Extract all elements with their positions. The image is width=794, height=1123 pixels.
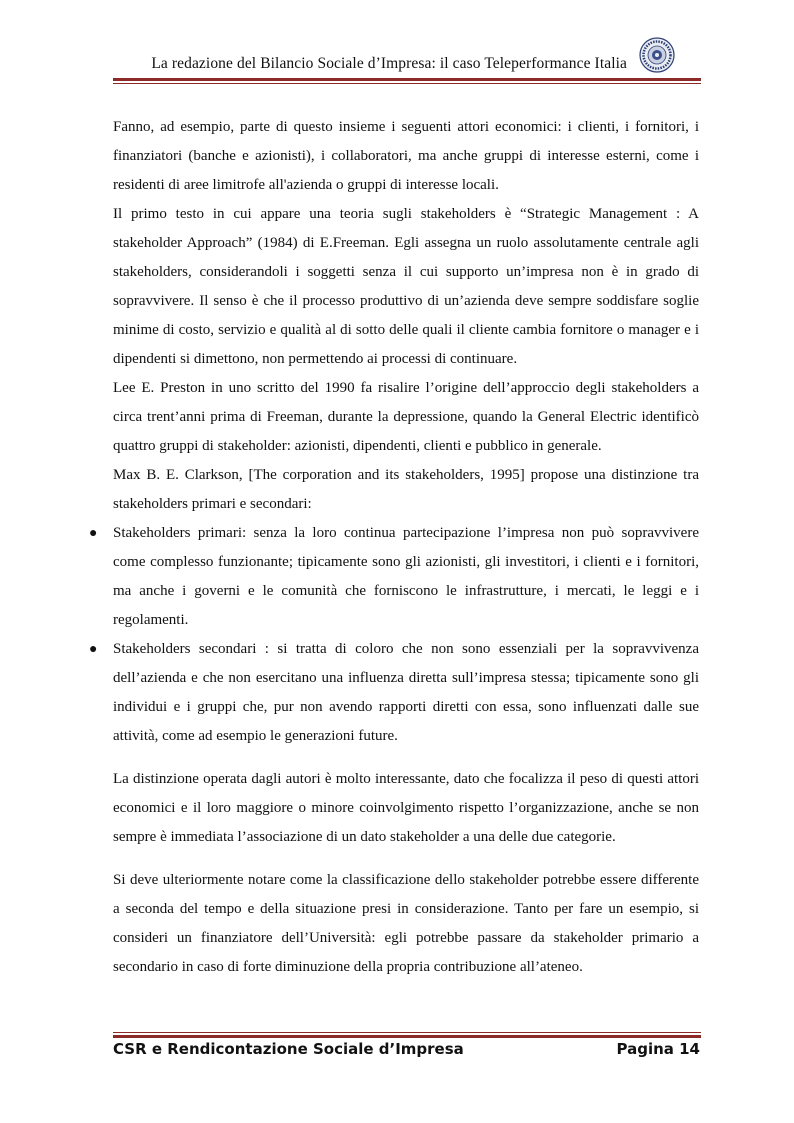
bullet-icon: ● [89, 642, 98, 657]
list-item-text: Stakeholders primari: senza la loro continua partecipazione l’impresa non può sopravvivere come complesso funzionante; tipicamente sono gli azionisti, gli investitori, i clienti e i fornitori, ma anche i governi e le comunità che forniscono le infrastrutture, i mercati, le leggi e i regolamenti. [113, 525, 699, 628]
list-item-primary [89, 519, 699, 635]
footer-rule-thick [113, 1035, 701, 1038]
paragraph-clarkson: Max B. E. Clarkson, [The corporation and its stakeholders, 1995] propose una distinzione tra stakeholders primari e secondari: [113, 467, 699, 512]
university-seal-icon [639, 37, 675, 73]
paragraph-freeman: Il primo testo in cui appare una teoria sugli stakeholders è “Strategic Management : A stakeholder Approach” (1984) di E.Freeman. Egli assegna un ruolo assolutamente centrale agli stakeholders, considerandoli i soggetti senza il cui supporto un’impresa non è in grado di sopravvivere. Il senso è che il processo produttivo di un’azienda deve sempre soddisfare soglie minime di costo, servizio e qualità al di sotto delle quali il cliente cambia fornitore o manager e i dipendenti si dimettono, non permettendo ai processi di continuare. [113, 206, 699, 367]
list-item-secondary [89, 635, 699, 751]
bullet-icon: ● [89, 526, 98, 541]
running-header-title: La redazione del Bilancio Sociale d’Impresa: il caso Teleperformance Italia [151, 55, 627, 72]
stakeholder-list [89, 519, 699, 751]
footer-title: CSR e Rendicontazione Sociale d’Impresa [113, 1040, 464, 1058]
page-body [89, 113, 699, 982]
header-rule-thick [113, 78, 701, 81]
list-item-text: Stakeholders secondari : si tratta di coloro che non sono essenziali per la sopravvivenza dell’azienda e che non esercitano una influenza diretta sull’impresa stessa; tipicamente sono gli individui e i gruppi che, pur non avendo rapporti diretti con essa, sono influenzati dalle sue attività, come ad esempio le generazioni future. [113, 641, 699, 744]
paragraph-preston: Lee E. Preston in uno scritto del 1990 fa risalire l’origine dell’approccio degli stakeholders a circa trent’anni prima di Freeman, durante la depressione, quando la General Electric identificò quattro gruppi di stakeholder: azionisti, dipendenti, clienti e pubblico in generale. [113, 380, 699, 454]
paragraph-distinction: La distinzione operata dagli autori è molto interessante, dato che focalizza il peso di questi attori economici e il loro maggiore o minore coinvolgimento rispetto l’organizzazione, anche se non sempre è immediata l’associazione di un dato stakeholder a una delle due categorie. [113, 771, 699, 845]
paragraph-actors: Fanno, ad esempio, parte di questo insieme i seguenti attori economici: i clienti, i fornitori, i finanziatori (banche e azionisti), i collaboratori, ma anche gruppi di interesse esterni, come i residenti di aree limitrofe all'azienda o gruppi di interesse locali. [113, 119, 699, 193]
footer-rule-thin [113, 1032, 701, 1033]
header-rule-thin [113, 83, 701, 84]
paragraph-classification: Si deve ulteriormente notare come la classificazione dello stakeholder potrebbe essere differente a seconda del tempo e della situazione presi in considerazione. Tanto per fare un esempio, si consideri un finanziatore dell’Università: egli potrebbe passare da stakeholder primario a secondario in caso di forte diminuzione della propria contribuzione all’ateneo. [113, 872, 699, 975]
page-number: Pagina 14 [616, 1040, 700, 1058]
